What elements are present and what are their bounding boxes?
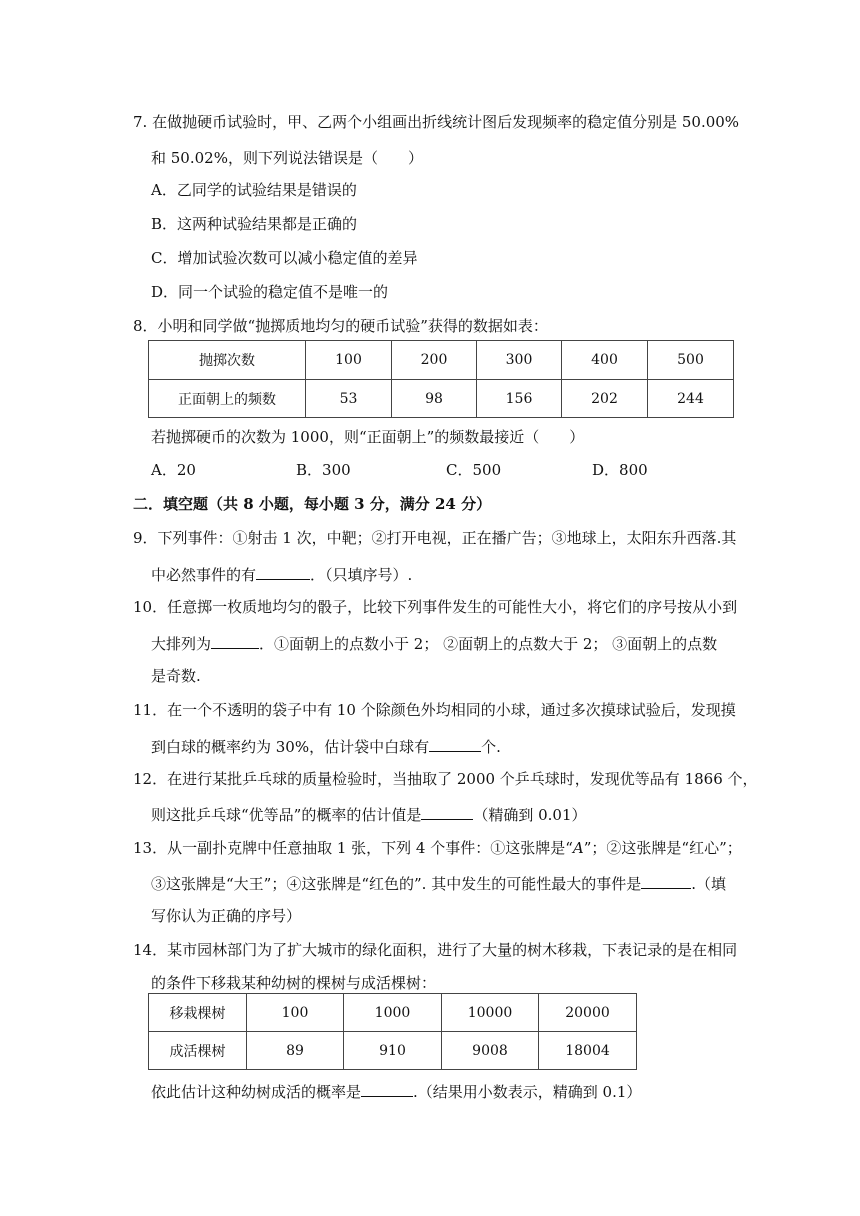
section-heading: 二．填空题（共 8 小题，每小题 3 分，满分 24 分）: [133, 495, 492, 513]
q12-stem-line2: [151, 803, 587, 825]
q8-data-table: [148, 340, 734, 418]
table-cell: 100: [247, 994, 344, 1032]
q7-stem-line1: 7. 在做抛硬币试验时，甲、乙两个小组画出折线统计图后发现频率的稳定值分别是 50.00%: [133, 113, 740, 131]
q14-stem-line1: 14．某市园林部门为了扩大城市的绿化面积，进行了大量的树木移栽，下表记录的是在相同: [133, 941, 738, 959]
table-cell: 202: [562, 380, 648, 418]
q14-table-row-planted: [149, 994, 637, 1032]
q9-text-b: ．（只填序号）.: [310, 566, 413, 584]
q8-table-row-heads: [149, 380, 734, 418]
table-cell: 300: [477, 341, 562, 380]
q13-stem-line1: [133, 838, 742, 858]
q9-stem-line2: [151, 563, 412, 585]
q12-stem-line1: 12．在进行某批乒乓球的质量检验时，当抽取了 2000 个乒乓球时，发现优等品有 1866 个，: [133, 770, 758, 788]
q12-text-b: （精确到 0.01）: [473, 806, 587, 824]
q7-option-c: C．增加试验次数可以减小稳定值的差异: [151, 249, 418, 267]
q14-table-row-survived: [149, 1032, 637, 1070]
table-cell: 200: [392, 341, 477, 380]
q14-data-table: [148, 993, 637, 1070]
q9-stem-line1: 9．下列事件：①射击 1 次，中靶；②打开电视，正在播广告；③地球上，太阳东升西落.其: [133, 529, 737, 547]
q8-stem: 8．小明和同学做“抛掷质地均匀的硬币试验”获得的数据如表：: [133, 317, 548, 335]
q11-stem-line1: 11．在一个不透明的袋子中有 10 个除颜色外均相同的小球，通过多次摸球试验后，发现摸: [133, 701, 736, 719]
q13-italic-a: A: [572, 839, 584, 857]
table-cell: 910: [344, 1032, 442, 1070]
q8-option-d: D．800: [592, 461, 648, 479]
answer-blank: [421, 803, 473, 820]
answer-blank: [641, 872, 691, 889]
table-cell: 400: [562, 341, 648, 380]
q8-table-header-heads: 正面朝上的频数: [149, 380, 306, 418]
q8-question: 若抛掷硬币的次数为 1000，则“正面朝上”的频数最接近（ ）: [151, 428, 585, 446]
q10-text-b: ．①面朝上的点数小于 2； ②面朝上的点数大于 2； ③面朝上的点数: [259, 635, 718, 653]
q13-stem-line3: 写你认为正确的序号）: [151, 907, 302, 925]
q9-text-a: 中必然事件的有: [151, 566, 257, 584]
answer-blank: [361, 1080, 413, 1097]
table-cell: 10000: [442, 994, 539, 1032]
q7-option-d: D．同一个试验的稳定值不是唯一的: [151, 283, 389, 301]
q14-stem-line2: 的条件下移栽某种幼树的棵树与成活棵树：: [151, 974, 437, 992]
q14-table-header-survived: 成活棵树: [149, 1032, 247, 1070]
q8-table-row-tosses: [149, 341, 734, 380]
q8-option-b: B．300: [296, 461, 351, 479]
q13-text-d: .（填: [691, 875, 726, 893]
answer-blank: [429, 735, 481, 752]
q14-table-header-planted: 移栽棵树: [149, 994, 247, 1032]
q14-text-a: 依此估计这种幼树成活的概率是: [151, 1083, 362, 1101]
table-cell: 9008: [442, 1032, 539, 1070]
q13-text-c: ③这张牌是“大王”；④这张牌是“红色的”. 其中发生的可能性最大的事件是: [151, 875, 642, 893]
q14-text-b: .（结果用小数表示，精确到 0.1）: [413, 1083, 642, 1101]
table-cell: 20000: [539, 994, 637, 1032]
table-cell: 53: [306, 380, 392, 418]
table-cell: 89: [247, 1032, 344, 1070]
table-cell: 98: [392, 380, 477, 418]
q13-text-b: ”；②这张牌是“红心”；: [583, 839, 742, 857]
q10-stem-line1: 10．任意掷一枚质地均匀的骰子，比较下列事件发生的可能性大小，将它们的序号按从小到: [133, 598, 738, 616]
q8-table-header-tosses: 抛掷次数: [149, 341, 306, 380]
answer-blank: [256, 563, 310, 580]
q12-text-a: 则这批乒乓球“优等品”的概率的估计值是: [151, 806, 422, 824]
q8-option-c: C．500: [446, 461, 502, 479]
q11-text-b: 个.: [481, 738, 501, 756]
table-cell: 18004: [539, 1032, 637, 1070]
q10-stem-line3: 是奇数.: [151, 667, 201, 685]
table-cell: 1000: [344, 994, 442, 1032]
table-cell: 500: [648, 341, 734, 380]
q14-stem-line3: [151, 1080, 641, 1102]
q7-stem-line2: 和 50.02%，则下列说法错误是（ ）: [151, 149, 423, 167]
q7-option-b: B．这两种试验结果都是正确的: [151, 215, 358, 233]
answer-blank: [211, 632, 259, 649]
q7-option-a: A．乙同学的试验结果是错误的: [151, 181, 357, 199]
q13-text-a: 13．从一副扑克牌中任意抽取 1 张，下列 4 个事件：①这张牌是“: [133, 839, 573, 857]
table-cell: 100: [306, 341, 392, 380]
q10-stem-line2: [151, 632, 717, 654]
table-cell: 156: [477, 380, 562, 418]
q11-text-a: 到白球的概率约为 30%，估计袋中白球有: [151, 738, 430, 756]
q10-text-a: 大排列为: [151, 635, 212, 653]
table-cell: 244: [648, 380, 734, 418]
q13-stem-line2: [151, 872, 726, 894]
q11-stem-line2: [151, 735, 501, 757]
q8-option-a: A．20: [151, 461, 196, 479]
